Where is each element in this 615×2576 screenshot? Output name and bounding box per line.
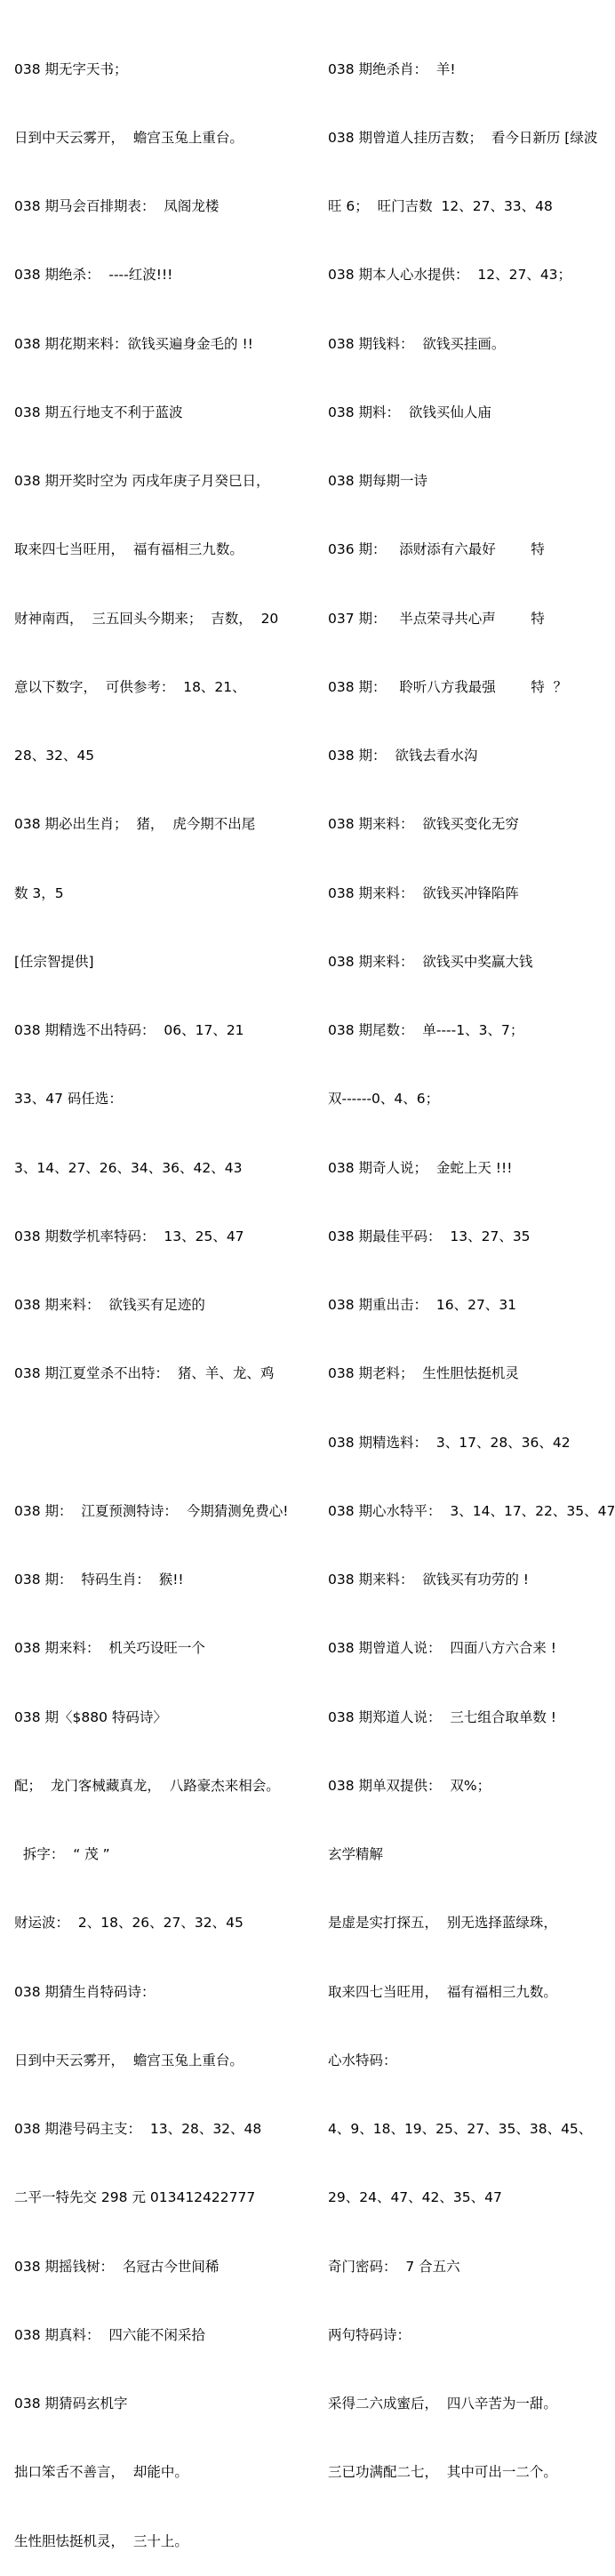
text-line: 038 期曾道人说： 四面八方六合来 ! [328, 1640, 557, 1657]
text-line: 038 期曾道人挂历吉数； 看今日新历 [绿波 [328, 129, 598, 146]
text-line: 038 期来料： 欲钱买冲锋陷阵 [328, 884, 519, 901]
text-line: 038 期精选料： 3、17、28、36、42 [328, 1434, 571, 1451]
text-line: 038 期本人心水提供： 12、27、43； [328, 267, 572, 284]
text-line: 意以下数字， 可供参考： 18、21、 [14, 678, 246, 695]
text-line: 038 期单双提供： 双%； [328, 1777, 491, 1794]
text-line: 日到中天云雾开， 蟾宫玉兔上重台。 [14, 2052, 244, 2068]
text-line: 038 期无字天书； [14, 60, 128, 77]
text-line: 三已功满配二七， 其中可出一二个。 [328, 2464, 557, 2481]
text-line: 038 期江夏堂杀不出特： 猪、羊、龙、鸡 [14, 1365, 275, 1382]
text-line: 038 期奇人说； 金蛇上天 !!! [328, 1159, 513, 1176]
text-line: 038 期来料： 欲钱买变化无穷 [328, 816, 519, 833]
text-line: 038 期绝杀肖： 羊! [328, 60, 456, 77]
text-line: 038 期真料： 四六能不闲采拾 [14, 2326, 205, 2343]
blank-line [14, 1432, 315, 1455]
text-line: 038 期〈$880 特码诗〉 [14, 1708, 167, 1725]
text-line: 奇门密码： 7 合五六 [328, 2258, 460, 2275]
text-line: 038 期老料； 生性胆怯挺机灵 [328, 1365, 519, 1382]
text-line: 038 期来料： 欲钱买中奖赢大钱 [328, 953, 533, 970]
text-line: [任宗智提供] [14, 953, 94, 970]
right-column [328, 12, 615, 2508]
text-line: 双------0、4、6； [328, 1091, 440, 1108]
text-line: 038 期料： 欲钱买仙人庙 [328, 404, 491, 420]
text-line: 拆字： “ 茂 ” [14, 1846, 110, 1862]
text-line: 038 期每期一诗 [328, 473, 428, 489]
text-line: 038 期心水特平： 3、14、17、22、35、47 [328, 1502, 615, 1519]
text-line: 3、14、27、26、34、36、42、43 [14, 1159, 243, 1176]
text-line: 038 期猜码玄机字 [14, 2396, 128, 2412]
text-line: 038 期郑道人说： 三七组合取单数 ! [328, 1708, 557, 1725]
text-line: 038 期： 特码生肖： 猴!! [14, 1572, 184, 1588]
section-heading: 玄学精解 [328, 1846, 384, 1862]
text-line: 038 期摇钱树： 名冠古今世间稀 [14, 2258, 220, 2275]
text-line: 038 期数学机率特码： 13、25、47 [14, 1228, 244, 1244]
text-line: 038 期马会百排期表： 凤阁龙楼 [14, 198, 220, 214]
text-line: 038 期港号码主支： 13、28、32、48 [14, 2121, 262, 2137]
text-line: 28、32、45 [14, 748, 95, 764]
text-line: 33、47 码任选： [14, 1091, 123, 1108]
text-line: 038 期： 江夏预测特诗： 今期猜测免费心! [14, 1502, 289, 1519]
text-line: 038 期尾数： 单----1、3、7； [328, 1022, 524, 1038]
text-line: 日到中天云雾开， 蟾宫玉兔上重台。 [14, 129, 244, 146]
section-heading: 心水特码： [328, 2052, 397, 2068]
text-line: 取来四七当旺用， 福有福相三九数。 [328, 1983, 557, 2000]
text-line: 拙口笨舌不善言， 却能中。 [14, 2464, 188, 2481]
text-line: 二平一特先交 298 元 013412422777 [14, 2189, 256, 2206]
text-line: 财神南西， 三五回头今期来； 吉数， 20 [14, 610, 279, 627]
text-line: 038 期必出生肖； 猪， 虎今期不出尾 [14, 816, 256, 833]
text-line: 036 期： 添财添有六最好 特 [328, 541, 545, 558]
text-line: 038 期猜生肖特码诗： [14, 1983, 156, 2000]
text-line: 4、9、18、19、25、27、35、38、45、 [328, 2121, 593, 2137]
text-line: 038 期绝杀： ----红波!!! [14, 267, 173, 284]
section-heading: 两句特码诗： [328, 2326, 411, 2343]
text-line: 038 期来料： 欲钱买有功劳的 ! [328, 1572, 530, 1588]
text-line: 038 期： 聆听八方我最强 特 ？ [328, 678, 568, 695]
text-line: 038 期重出击： 16、27、31 [328, 1297, 517, 1313]
text-line: 038 期精选不出特码： 06、17、21 [14, 1022, 244, 1038]
text-line: 生性胆怯挺机灵， 三十上。 [14, 2532, 188, 2549]
text-line: 037 期： 半点荣寻共心声 特 [328, 610, 545, 627]
text-line: 038 期钱料： 欲钱买挂画。 [328, 335, 506, 352]
text-line: 是虚是实打探五， 别无选择蓝绿珠， [328, 1915, 557, 1932]
text-line: 038 期： 欲钱去看水沟 [328, 748, 478, 764]
text-line: 旺 6； 旺门吉数 12、27、33、48 [328, 198, 553, 214]
text-line: 取来四七当旺用， 福有福相三九数。 [14, 541, 244, 558]
text-line: 29、24、47、42、35、47 [328, 2189, 502, 2206]
text-line: 配； 龙门客械藏真龙， 八路豪杰来相会。 [14, 1777, 280, 1794]
text-line: 038 期最佳平码： 13、27、35 [328, 1228, 531, 1244]
text-line: 038 期花期来料：欲钱买遍身金毛的 !! [14, 335, 253, 352]
text-line: 038 期来料： 欲钱买有足迹的 [14, 1297, 205, 1313]
text-line: 采得二六成蜜后， 四八辛苦为一甜。 [328, 2396, 557, 2412]
text-line: 038 期来料： 机关巧设旺一个 [14, 1640, 205, 1657]
text-line: 财运波： 2、18、26、27、32、45 [14, 1915, 244, 1932]
text-line: 数 3，5 [14, 884, 64, 901]
text-line: 038 期五行地支不利于蓝波 [14, 404, 183, 420]
left-column [14, 12, 315, 2576]
text-line: 038 期开奖时空为 丙戌年庚子月癸巳日， [14, 473, 270, 489]
